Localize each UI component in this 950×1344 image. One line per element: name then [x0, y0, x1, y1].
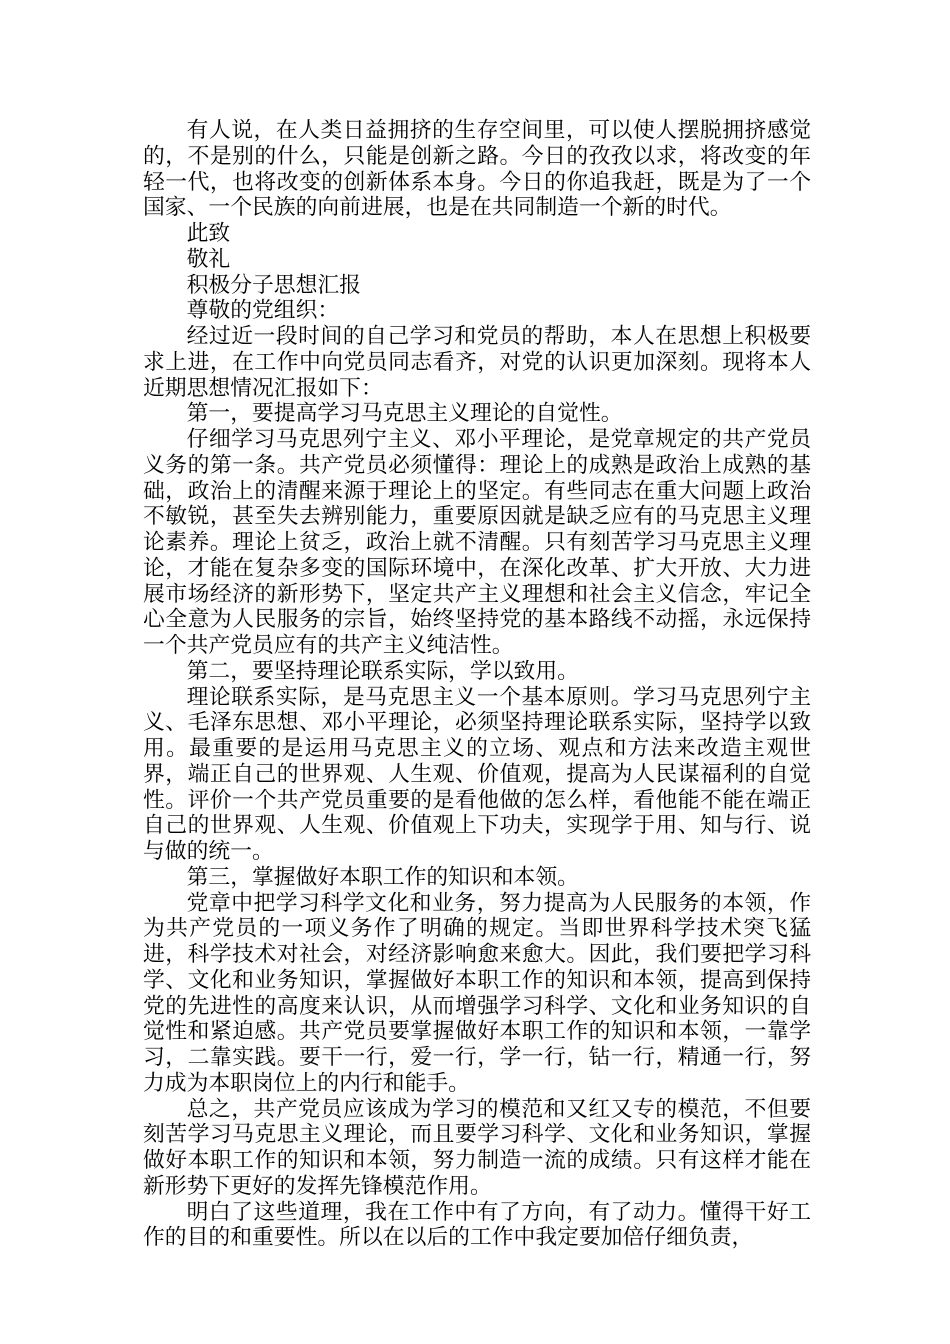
closing-salutation-1: 此致 [186, 221, 231, 246]
paragraph-section-3: 党章中把学习科学文化和业务，努力提高为人民服务的本领，作为共产党员的一项义务作了明确的规定。当即世界科学技术突飞猛进，科学技术对社会，对经济影响愈来愈大。因此，我们要把学习科学、文化和业务知识，掌握做好本职工作的知识和本领，提高到保持党的先进性的高度来认识，从而增强学习科学、文化和业务知识的自觉性和紧迫感。共产党员要掌握做好本职工作的知识和本领，一靠学习，二靠实践。要干一行，爱一行，学一行，钻一行，精通一行，努力成为本职岗位上的内行和能手。 [143, 890, 811, 1096]
section-heading-3: 第三，掌握做好本职工作的知识和本领。 [186, 864, 579, 890]
paragraph-summary: 总之，共产党员应该成为学习的模范和又红又专的模范，不但要刻苦学习马克思主义理论，而且要学习科学、文化和业务知识，掌握做好本职工作的知识和本领，努力制造一流的成绩。只有这样才能在新形势下更好的发挥先锋模范作用。 [143, 1096, 811, 1199]
closing-salutation-2: 敬礼 [186, 246, 231, 272]
paragraph-section-2: 理论联系实际，是马克思主义一个基本原则。学习马克思列宁主义、毛泽东思想、邓小平理论，必须坚持理论联系实际，坚持学以致用。最重要的是运用马克思主义的立场、观点和方法来改造主观世界，端正自己的世界观、人生观、价值观，提高为人民谋福利的自觉性。评价一个共产党员重要的是看他做的怎么样，看他能不能在端正自己的世界观、人生观、价值观上下功夫，实现学于用、知与行、说与做的统一。 [143, 684, 811, 864]
section-heading-2: 第二，要坚持理论联系实际，学以致用。 [186, 658, 579, 684]
report-title: 积极分子思想汇报 [186, 272, 361, 298]
paragraph-conclusion: 明白了这些道理，我在工作中有了方向，有了动力。懂得干好工作的目的和重要性。所以在以后的工作中我定要加倍仔细负责， [143, 1199, 811, 1251]
paragraph-section-1: 仔细学习马克思列宁主义、邓小平理论，是党章规定的共产党员义务的第一条。共产党员必须懂得：理论上的成熟是政治上成熟的基础，政治上的清醒来源于理论上的坚定。有些同志在重大问题上政治不敏锐，甚至失去辨别能力，重要原因就是缺乏应有的马克思主义理论素养。理论上贫乏，政治上就不清醒。只有刻苦学习马克思主义理论，才能在复杂多变的国际环境中，在深化改革、扩大开放、大力进展市场经济的新形势下，坚定共产主义理想和社会主义信念，牢记全心全意为人民服务的宗旨，始终坚持党的基本路线不动摇，永远保持一个共产党员应有的共产主义纯洁性。 [143, 427, 811, 658]
document-body [143, 118, 811, 1251]
section-heading-1: 第一，要提高学习马克思主义理论的自觉性。 [186, 401, 623, 427]
paragraph-intro: 经过近一段时间的自己学习和党员的帮助，本人在思想上积极要求上进，在工作中向党员同志看齐，对党的认识更加深刻。现将本人近期思想情况汇报如下： [143, 324, 811, 401]
greeting: 尊敬的党组织： [186, 298, 340, 324]
paragraph-innovation: 有人说，在人类日益拥挤的生存空间里，可以使人摆脱拥挤感觉的，不是别的什么，只能是创新之路。今日的孜孜以求，将改变的年轻一代，也将改变的创新体系本身。今日的你追我赶，既是为了一个国家、一个民族的向前进展，也是在共同制造一个新的时代。 [143, 118, 811, 221]
